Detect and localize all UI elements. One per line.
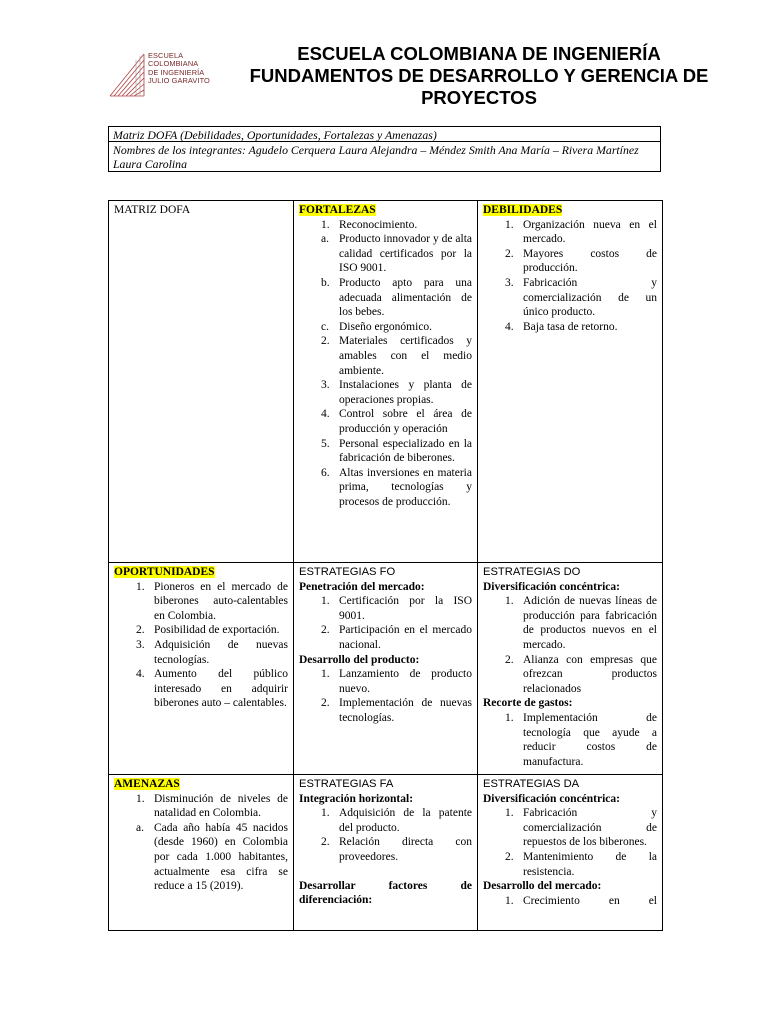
corner-label: MATRIZ DOFA	[114, 204, 191, 216]
school-logo	[108, 52, 260, 98]
fa-section-2-label: Desarrollar factores de diferenciación:	[299, 879, 472, 907]
list-item: 1. Adquisición de la patente del producto.	[321, 807, 472, 834]
cell-amenazas	[109, 775, 294, 931]
dofa-matrix-table	[108, 200, 663, 931]
list-item: 3. Fabricación y comercialización de un único producto.	[505, 276, 657, 319]
debilidades-title: DEBILIDADES	[483, 204, 563, 216]
amenazas-list	[114, 792, 288, 894]
list-item: 6. Altas inversiones en materia prima, tecnologías y procesos de producción.	[321, 466, 472, 508]
document-title	[245, 43, 713, 109]
list-item: 3. Instalaciones y planta de operaciones propias.	[321, 379, 472, 406]
da-title: ESTRATEGIAS DA	[483, 778, 580, 790]
title-line-1: ESCUELA COLOMBIANA DE INGENIERÍA	[297, 43, 661, 64]
list-item: 2. Relación directa con proveedores.	[321, 836, 472, 863]
list-item: 1. Implementación de tecnología que ayude a reducir costos de manufactura.	[505, 711, 657, 768]
do-section-1-label: Diversificación concéntrica:	[483, 580, 620, 593]
list-item: 5. Personal especializado en la fabricación de biberones.	[321, 437, 472, 465]
do-section-2-label: Recorte de gastos:	[483, 697, 573, 710]
da-section-2-list	[483, 894, 657, 909]
do-title: ESTRATEGIAS DO	[483, 566, 581, 578]
logo-text: ESCUELA COLOMBIANA DE INGENIERÍA JULIO GARAVITO	[148, 51, 210, 85]
cell-estrategias-fa	[294, 775, 478, 931]
list-item: 3. Adquisición de nuevas tecnologías.	[136, 638, 288, 666]
fo-section-2-list	[299, 667, 472, 725]
matrix-row-amenazas	[109, 775, 663, 931]
list-item: 2. Participación en el mercado nacional.	[321, 624, 472, 651]
cell-fortalezas	[294, 201, 478, 563]
cell-corner	[109, 201, 294, 563]
da-section-1-label: Diversificación concéntrica:	[483, 792, 620, 805]
fortalezas-list	[299, 218, 472, 510]
fa-section-1-list	[299, 806, 472, 864]
do-section-2-list	[483, 711, 657, 769]
list-item: 2. Mayores costos de producción.	[505, 247, 657, 275]
fo-section-1-label: Penetración del mercado:	[299, 580, 425, 593]
matrix-row-header	[109, 201, 663, 563]
matrix-row-oportunidades	[109, 563, 663, 775]
info-matrix-title: Matriz DOFA (Debilidades, Oportunidades, Fortalezas y Amenazas)	[109, 127, 660, 142]
list-item: b. Producto apto para una adecuada alimentación de los bebes.	[321, 276, 472, 319]
list-item: 1. Pioneros en el mercado de biberones auto-calentables en Colombia.	[136, 580, 288, 622]
cell-estrategias-fo	[294, 563, 478, 775]
info-table	[108, 126, 661, 172]
fa-section-1-label: Integración horizontal:	[299, 792, 414, 805]
list-item: c. Diseño ergonómico.	[321, 320, 433, 333]
title-line-3: PROYECTOS	[421, 87, 537, 108]
debilidades-list	[483, 218, 657, 335]
title-line-2: FUNDAMENTOS DE DESARROLLO Y GERENCIA DE	[249, 65, 709, 86]
amenazas-title: AMENAZAS	[114, 778, 180, 790]
list-item: 2. Materiales certificados y amables con el medio ambiente.	[321, 335, 472, 377]
list-item: 1. Crecimiento en el	[505, 894, 657, 907]
list-item: 4. Aumento del público interesado en adquirir biberones auto – calentables.	[136, 668, 288, 710]
list-item: 1. Reconocimiento.	[321, 218, 418, 231]
fo-section-1-list	[299, 594, 472, 652]
logo-emblem-icon	[108, 52, 148, 98]
cell-estrategias-do	[478, 563, 663, 775]
do-section-1-list	[483, 594, 657, 696]
fortalezas-title: FORTALEZAS	[299, 204, 376, 216]
cell-oportunidades	[109, 563, 294, 775]
list-item: 1. Organización nueva en el mercado.	[505, 218, 657, 246]
list-item: 1. Disminución de niveles de natalidad en Colombia.	[136, 792, 288, 820]
da-section-1-list	[483, 806, 657, 879]
oportunidades-title: OPORTUNIDADES	[114, 566, 215, 578]
list-item: 4. Control sobre el área de producción y operación	[321, 408, 472, 435]
list-item: 1. Fabricación y comercialización de repuestos de los biberones.	[505, 807, 657, 849]
list-item: a. Producto innovador y de alta calidad certificados por la ISO 9001.	[321, 233, 472, 275]
list-item: 1. Adición de nuevas líneas de producción para fabricación de productos nuevos en el mercado.	[505, 595, 657, 651]
list-item: 2. Posibilidad de exportación.	[136, 624, 280, 637]
fo-title: ESTRATEGIAS FO	[299, 566, 396, 578]
list-item: 1. Certificación por la ISO 9001.	[321, 595, 472, 622]
fo-section-2-label: Desarrollo del producto:	[299, 653, 420, 666]
list-item: 2. Mantenimiento de la resistencia.	[505, 850, 657, 878]
cell-debilidades	[478, 201, 663, 563]
list-item: 4. Baja tasa de retorno.	[505, 320, 618, 333]
fa-title: ESTRATEGIAS FA	[299, 778, 394, 790]
list-item: 2. Implementación de nuevas tecnologías.	[321, 697, 472, 724]
list-item: a. Cada año había 45 nacidos (desde 1960) en Colombia por cada 1.000 habitantes, actualmente esa cifra se reduce a 15 (2019).	[136, 821, 288, 893]
info-members: Nombres de los integrantes: Agudelo Cerquera Laura Alejandra – Méndez Smith Ana María – Rivera Martínez Laura Carolina	[113, 143, 639, 171]
list-item: 1. Lanzamiento de producto nuevo.	[321, 668, 472, 695]
cell-estrategias-da	[478, 775, 663, 931]
list-item: 2. Alianza con empresas que ofrezcan productos relacionados	[505, 653, 657, 695]
oportunidades-list	[114, 580, 288, 711]
da-section-2-label: Desarrollo del mercado:	[483, 880, 602, 893]
